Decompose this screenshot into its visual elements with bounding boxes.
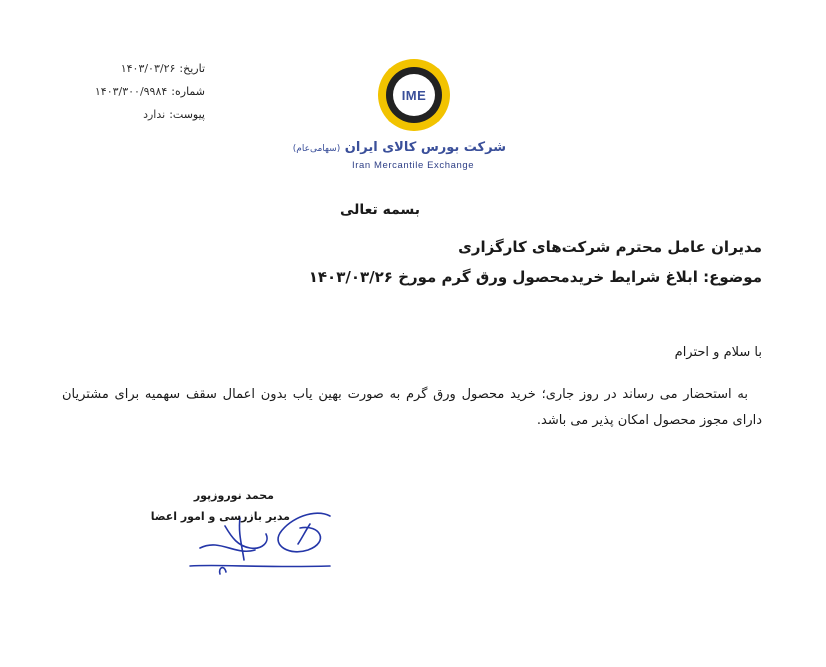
company-name-fa bbox=[292, 140, 506, 155]
letter-meta bbox=[90, 62, 205, 131]
number-value: ۱۴۰۳/۳۰۰/۹۹۸۴ bbox=[94, 85, 168, 98]
letter-body-text: به استحضار می رساند در روز جاری؛ خرید محصول ورق گرم به صورت بهین یاب بدون اعمال سقف سهمیه برای مشتریان دارای مجوز محصول امکان پذیر می باشد. bbox=[62, 387, 762, 428]
signatory-title: مدیر بازرسی و امور اعضا bbox=[150, 510, 290, 523]
subject-label: موضوع: bbox=[703, 268, 762, 286]
subject-line bbox=[202, 268, 762, 286]
subject-date: ۱۴۰۳/۰۳/۲۶ bbox=[308, 268, 393, 286]
letter-body bbox=[62, 382, 762, 434]
date-label: تاریخ: bbox=[179, 62, 205, 75]
date-value: ۱۴۰۳/۰۳/۲۶ bbox=[120, 62, 176, 75]
signatory-name: محمد نوروزپور bbox=[193, 489, 274, 502]
company-logo bbox=[292, 56, 506, 176]
company-name-fa-suffix: (سهامی‌عام) bbox=[292, 144, 341, 154]
logo-mark-text: IME bbox=[401, 88, 427, 103]
greeting: با سلام و احترام bbox=[674, 345, 762, 360]
subject-text: ابلاغ شرایط خریدمحصول ورق گرم مورخ bbox=[398, 268, 698, 286]
attachment-row bbox=[90, 108, 205, 131]
number-label: شماره: bbox=[171, 85, 205, 98]
recipient: مدیران عامل محترم شرکت‌های کارگزاری bbox=[458, 238, 762, 256]
attachment-value: ندارد bbox=[143, 108, 166, 121]
number-row bbox=[90, 85, 205, 108]
company-name-fa-text: شرکت بورس کالای ایران bbox=[344, 140, 506, 155]
attachment-label: پیوست: bbox=[169, 108, 205, 121]
bismillah: بسمه تعالی bbox=[339, 202, 421, 218]
company-name-en: Iran Mercantile Exchange bbox=[352, 160, 475, 171]
date-row bbox=[90, 62, 205, 85]
ime-logo-icon bbox=[375, 56, 453, 134]
